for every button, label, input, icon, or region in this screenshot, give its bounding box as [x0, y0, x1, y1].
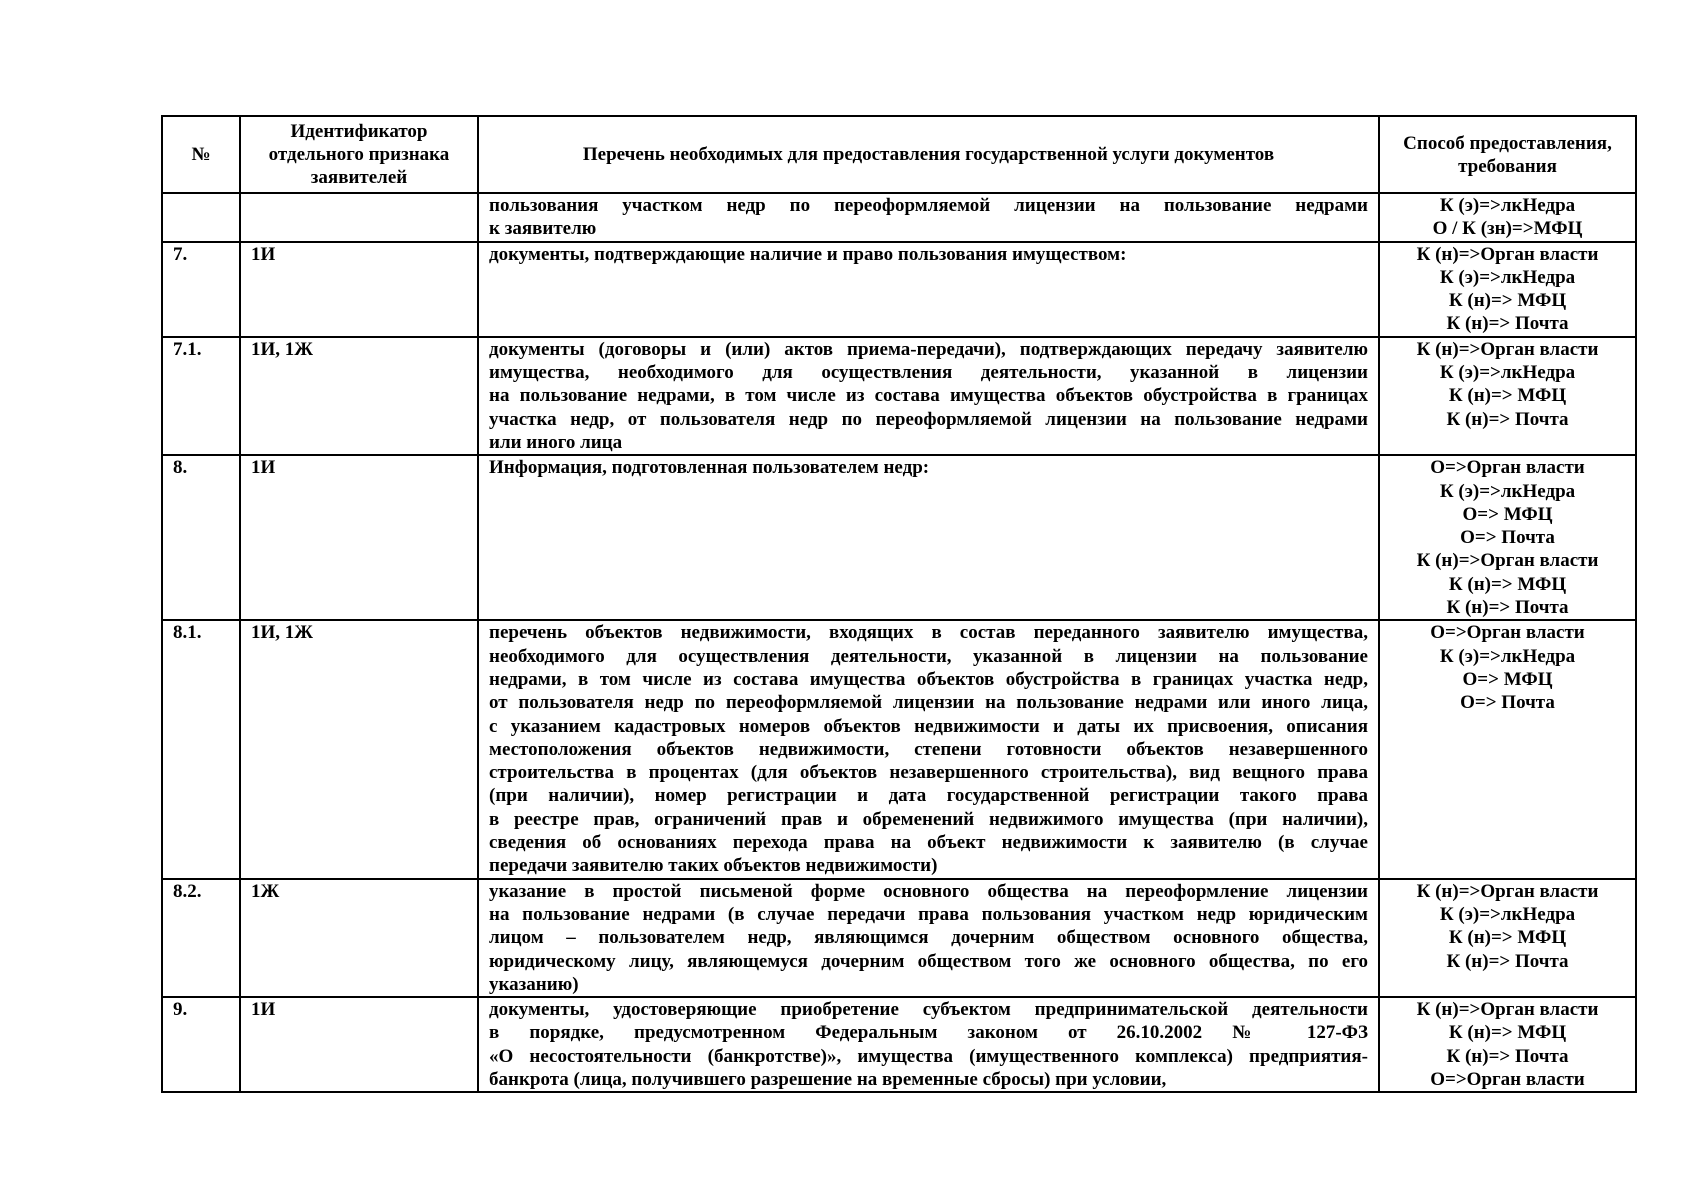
header-identifier — [240, 116, 478, 193]
documents-text-line: документы, подтверждающие наличие и право пользования имуществом: — [489, 243, 1127, 265]
documents-table — [161, 115, 1637, 1093]
method-text-line: О=> МФЦ — [1462, 503, 1553, 525]
documents-text-line: документы, удостоверяющие приобретение субъектом предпринимательской деятельности — [489, 999, 1368, 1021]
documents-text-line: недрами, в том числе из состава имущества объектов обустройства в границах участка недр, — [489, 668, 1368, 690]
table-row — [162, 193, 1636, 242]
row-documents-cell — [478, 879, 1379, 997]
method-text-line: О=>Орган власти — [1430, 1068, 1585, 1090]
row-documents-cell — [478, 242, 1379, 337]
documents-text-line: пользования участком недр по переоформляемой лицензии на пользование недрами — [489, 195, 1368, 216]
table-body — [162, 193, 1636, 1092]
documents-text-line: в реестре прав, ограничений прав и обременений недвижимого имущества (при наличии), — [489, 808, 1368, 830]
row-documents-cell — [478, 193, 1379, 242]
method-text-line: К (н)=> Почта — [1446, 597, 1569, 619]
row-identifier-cell: 1И, 1Ж — [240, 620, 478, 878]
method-text-line: О=>Орган власти — [1430, 622, 1585, 644]
row-documents-cell — [478, 997, 1379, 1092]
table-header-row — [162, 116, 1636, 193]
table-row — [162, 879, 1636, 997]
method-text-line: К (э)=>лкНедра — [1439, 362, 1576, 384]
row-method-cell — [1379, 337, 1636, 455]
row-documents-cell — [478, 455, 1379, 620]
documents-text-line: (при наличии), номер регистрации и дата государственной регистрации такого права — [489, 785, 1368, 807]
method-text-line: К (н)=> МФЦ — [1448, 573, 1567, 595]
method-text-line: К (э)=>лкНедра — [1439, 195, 1576, 216]
documents-text-line: на пользование недрами (в случае передачи права пользования участком недр юридическим — [489, 903, 1368, 925]
method-text-line: К (н)=>Орган власти — [1416, 243, 1599, 265]
row-method-cell — [1379, 193, 1636, 242]
row-method-cell — [1379, 242, 1636, 337]
method-text-line: К (н)=> МФЦ — [1448, 290, 1567, 312]
documents-text-line: имущества, необходимого для осуществления деятельности, указанной в лицензии — [489, 362, 1368, 384]
row-number-cell: 7.1. — [162, 337, 240, 455]
documents-text-line: лицом – пользователем недр, являющимся дочерним обществом основного общества, — [489, 927, 1368, 949]
method-text-line: К (н)=>Орган власти — [1416, 550, 1599, 572]
documents-text-line: сведения об основаниях перехода права на объект недвижимости к заявителю (в случае — [489, 832, 1368, 854]
method-text-line: К (н)=> МФЦ — [1448, 385, 1567, 407]
documents-text-line: местоположения объектов недвижимости, степени готовности объектов незавершенного — [489, 738, 1368, 760]
row-identifier-cell: 1И — [240, 455, 478, 620]
method-text-line: К (н)=>Орган власти — [1416, 338, 1599, 360]
header-number: № — [162, 116, 240, 193]
method-text-line: К (н)=> Почта — [1446, 313, 1569, 335]
documents-text-line: на пользование недрами, в том числе из состава имущества объектов обустройства в границах — [489, 385, 1368, 407]
documents-text-line: перечень объектов недвижимости, входящих в состав переданного заявителю имущества, — [489, 622, 1368, 644]
row-method-cell — [1379, 455, 1636, 620]
documents-text-line: необходимого для осуществления деятельности, указанной в лицензии на пользование — [489, 645, 1368, 667]
row-identifier-cell — [240, 193, 478, 242]
row-identifier-cell: 1Ж — [240, 879, 478, 997]
row-number-cell: 9. — [162, 997, 240, 1092]
row-number-cell: 8.1. — [162, 620, 240, 878]
header-method-line: требования — [1458, 155, 1557, 177]
method-text-line: К (э)=>лкНедра — [1439, 903, 1576, 925]
documents-text-line: от пользователя недр по переоформляемой лицензии на пользование недрами или иного лица, — [489, 692, 1368, 714]
document-page — [161, 115, 1635, 1093]
row-number-cell: 8.2. — [162, 879, 240, 997]
method-text-line: К (н)=> МФЦ — [1448, 1022, 1567, 1044]
row-number-cell: 7. — [162, 242, 240, 337]
header-identifier-line: заявителей — [310, 167, 408, 188]
method-text-line: О=>Орган власти — [1430, 457, 1585, 479]
documents-text-line: «О несостоятельности (банкротстве)», имущества (имущественного комплекса) предприятия- — [489, 1045, 1368, 1067]
header-method — [1379, 116, 1636, 193]
documents-text-line: передачи заявителю таких объектов недвижимости) — [489, 855, 938, 877]
row-method-cell — [1379, 879, 1636, 997]
row-method-cell — [1379, 620, 1636, 878]
method-text-line: К (э)=>лкНедра — [1439, 645, 1576, 667]
table-row — [162, 997, 1636, 1092]
table-row — [162, 620, 1636, 878]
documents-text-line: к заявителю — [489, 218, 597, 240]
documents-text-line: участка недр, от пользователя недр по переоформляемой лицензии на пользование недрами — [489, 408, 1368, 430]
row-identifier-cell: 1И — [240, 242, 478, 337]
method-text-line: К (н)=> Почта — [1446, 408, 1569, 430]
header-documents: Перечень необходимых для предоставления государственной услуги документов — [478, 116, 1379, 193]
row-documents-cell — [478, 337, 1379, 455]
table-row — [162, 242, 1636, 337]
documents-text-line: строительства в процентах (для объектов незавершенного строительства), вид вещного права — [489, 762, 1368, 784]
documents-text-line: или иного лица — [489, 431, 623, 453]
table-row — [162, 337, 1636, 455]
method-text-line: К (н)=>Орган власти — [1416, 999, 1599, 1021]
row-number-cell — [162, 193, 240, 242]
method-text-line: К (н)=> МФЦ — [1448, 927, 1567, 949]
documents-text-line: в порядке, предусмотренном Федеральным законом от 26.10.2002 № 127-ФЗ — [489, 1022, 1368, 1044]
method-text-line: К (н)=> Почта — [1446, 950, 1569, 972]
header-identifier-line: отдельного признака — [268, 144, 450, 165]
documents-text-line: с указанием кадастровых номеров объектов недвижимости и даты их присвоения, описания — [489, 715, 1368, 737]
documents-text-line: банкрота (лица, получившего разрешение на временные сбросы) при условии, — [489, 1068, 1167, 1090]
row-method-cell — [1379, 997, 1636, 1092]
method-text-line: К (н)=>Орган власти — [1416, 880, 1599, 902]
documents-text-line: юридическому лицу, являющемуся дочерним обществом того же основного общества, по его — [489, 950, 1368, 972]
documents-text-line: Информация, подготовленная пользователем недр: — [489, 457, 930, 479]
documents-text-line: документы (договоры и (или) актов приема-передачи), подтверждающих передачу заявителю — [489, 338, 1368, 360]
method-text-line: О=> Почта — [1460, 692, 1555, 714]
documents-text-line: указанию) — [489, 973, 579, 995]
row-identifier-cell: 1И, 1Ж — [240, 337, 478, 455]
header-method-line: Способ предоставления, — [1403, 132, 1612, 154]
method-text-line: К (э)=>лкНедра — [1439, 480, 1576, 502]
documents-text-line: указание в простой письменой форме основного общества на переоформление лицензии — [489, 880, 1368, 902]
method-text-line: О / К (зн)=>МФЦ — [1432, 218, 1583, 240]
method-text-line: К (э)=>лкНедра — [1439, 266, 1576, 288]
header-identifier-line: Идентификатор — [290, 121, 428, 142]
method-text-line: О=> Почта — [1460, 527, 1555, 549]
method-text-line: О=> МФЦ — [1462, 668, 1553, 690]
row-documents-cell — [478, 620, 1379, 878]
table-row — [162, 455, 1636, 620]
row-number-cell: 8. — [162, 455, 240, 620]
method-text-line: К (н)=> Почта — [1446, 1045, 1569, 1067]
row-identifier-cell: 1И — [240, 997, 478, 1092]
